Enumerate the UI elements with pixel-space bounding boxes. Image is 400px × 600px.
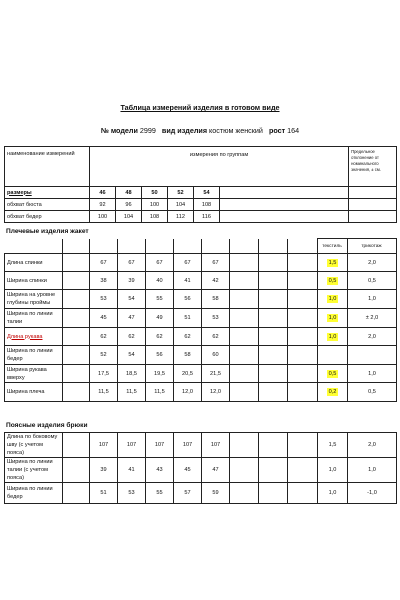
tolerance-knit-cell: ± 2,0: [348, 309, 397, 328]
tolerance-textile-cell: 1,0: [318, 458, 348, 483]
pants-table: [4, 432, 397, 504]
value-cell: 67: [146, 254, 174, 272]
value-cell: 55: [146, 483, 174, 504]
header-name-cell: наименование измерений: [5, 147, 90, 187]
row-label: Ширина по линии бедер: [5, 483, 63, 504]
size-cell: 54: [194, 187, 220, 199]
table-row: [5, 365, 397, 383]
tolerance-knit-cell: 0,5: [348, 272, 397, 290]
tolerance-knit-cell: 1,0: [348, 365, 397, 383]
table-row: [5, 433, 397, 458]
value-cell: 58: [202, 290, 230, 309]
table-row: [5, 290, 397, 309]
value-cell: 54: [118, 290, 146, 309]
value-cell: 104: [168, 199, 194, 211]
value-cell: 47: [202, 458, 230, 483]
page-title: Таблица измерений изделия в готовом виде: [120, 103, 280, 112]
value-cell: 41: [118, 458, 146, 483]
tolerance-knit-cell: [348, 346, 397, 365]
value-cell: 108: [142, 211, 168, 223]
row-label: Ширина рукава вверху: [5, 365, 63, 383]
value-cell: 45: [174, 458, 202, 483]
value-cell: 54: [118, 346, 146, 365]
value-cell: 107: [118, 433, 146, 458]
tolerance-textile-cell: 1,0: [318, 328, 348, 346]
table-row: [5, 328, 397, 346]
pants-heading: Поясные изделия брюки: [6, 422, 88, 429]
value-cell: 51: [90, 483, 118, 504]
tolerance-knit-cell: 1,0: [348, 458, 397, 483]
value-cell: 67: [90, 254, 118, 272]
value-cell: 17,5: [90, 365, 118, 383]
value-cell: 49: [146, 309, 174, 328]
jacket-table: [4, 238, 397, 254]
value-cell: 39: [90, 458, 118, 483]
tolerance-knit-cell: -1,0: [348, 483, 397, 504]
value-cell: 62: [174, 328, 202, 346]
value-cell: 41: [174, 272, 202, 290]
value-cell: 62: [90, 328, 118, 346]
value-cell: 108: [194, 199, 220, 211]
tolerance-textile-cell: 0,5: [318, 272, 348, 290]
value-cell: 92: [90, 199, 116, 211]
value-cell: 20,5: [174, 365, 202, 383]
col-textile-header: текстиль: [317, 239, 347, 254]
table-row: [5, 254, 397, 272]
tolerance-textile-cell: 1,0: [318, 290, 348, 309]
value-cell: 53: [90, 290, 118, 309]
row-label: Ширина плеча: [5, 383, 63, 402]
value-cell: 43: [146, 458, 174, 483]
value-cell: 18,5: [118, 365, 146, 383]
value-cell: 57: [174, 483, 202, 504]
value-cell: 62: [146, 328, 174, 346]
value-cell: 107: [174, 433, 202, 458]
table-row: [5, 272, 397, 290]
value-cell: 53: [118, 483, 146, 504]
value-cell: 67: [174, 254, 202, 272]
table-row: [5, 346, 397, 365]
tolerance-textile-cell: 1,0: [318, 309, 348, 328]
tolerance-textile-cell: 1,5: [318, 433, 348, 458]
sizes-label: размеры: [5, 187, 90, 199]
value-cell: 51: [174, 309, 202, 328]
value-cell: 12,0: [174, 383, 202, 402]
row-label: Ширина спинки: [5, 272, 63, 290]
value-cell: 55: [146, 290, 174, 309]
value-cell: 38: [90, 272, 118, 290]
value-cell: 100: [142, 199, 168, 211]
jacket-body-table: [4, 253, 397, 402]
row-label: Длина по боковому шву (с учетом пояса): [5, 433, 63, 458]
size-cell: 52: [168, 187, 194, 199]
value-cell: 96: [116, 199, 142, 211]
value-cell: 19,5: [146, 365, 174, 383]
value-cell: 58: [174, 346, 202, 365]
value-cell: 53: [202, 309, 230, 328]
tolerance-textile-cell: 1,0: [318, 483, 348, 504]
tolerance-knit-cell: 1,0: [348, 290, 397, 309]
value-cell: 47: [118, 309, 146, 328]
value-cell: 104: [116, 211, 142, 223]
header-groups-cell: измерения по группам: [90, 147, 349, 187]
size-cell: 46: [90, 187, 116, 199]
tolerance-textile-cell: 0,2: [318, 383, 348, 402]
value-cell: 62: [202, 328, 230, 346]
value-cell: 67: [202, 254, 230, 272]
tolerance-knit-cell: 0,5: [348, 383, 397, 402]
value-cell: 56: [174, 290, 202, 309]
row-label: Ширина по линии бедер: [5, 346, 63, 365]
value-cell: 107: [90, 433, 118, 458]
row-label: Ширина по линии талии: [5, 309, 63, 328]
header-tolerance-cell: Предельное отклонение от номинального значения, ± см.: [349, 147, 397, 187]
tolerance-textile-cell: [318, 346, 348, 365]
value-cell: 60: [202, 346, 230, 365]
value-cell: 107: [202, 433, 230, 458]
row-label: Длина рукава: [5, 328, 63, 346]
value-cell: 59: [202, 483, 230, 504]
value-cell: 62: [118, 328, 146, 346]
tolerance-textile-cell: 1,5: [318, 254, 348, 272]
tolerance-knit-cell: 2,0: [348, 433, 397, 458]
tolerance-textile-cell: 0,5: [318, 365, 348, 383]
jacket-heading: Плечевые изделия жакет: [6, 228, 89, 235]
size-groups-table: [4, 146, 397, 223]
value-cell: 107: [146, 433, 174, 458]
size-cell: 48: [116, 187, 142, 199]
tolerance-knit-cell: 2,0: [348, 328, 397, 346]
row-label: обхват бюста: [5, 199, 90, 211]
value-cell: 56: [146, 346, 174, 365]
value-cell: 40: [146, 272, 174, 290]
tolerance-knit-cell: 2,0: [348, 254, 397, 272]
table-row: [5, 458, 397, 483]
value-cell: 45: [90, 309, 118, 328]
value-cell: 11,5: [146, 383, 174, 402]
table-row: [5, 309, 397, 328]
page-subtitle: № модели 2999 вид изделия костюм женский рост 164: [100, 126, 300, 135]
row-label: обхват бедер: [5, 211, 90, 223]
value-cell: 12,0: [202, 383, 230, 402]
value-cell: 67: [118, 254, 146, 272]
value-cell: 39: [118, 272, 146, 290]
row-label: Ширина по линии талии (с учетом пояса): [5, 458, 63, 483]
value-cell: 11,5: [118, 383, 146, 402]
value-cell: 112: [168, 211, 194, 223]
table-row: [5, 483, 397, 504]
value-cell: 116: [194, 211, 220, 223]
value-cell: 42: [202, 272, 230, 290]
value-cell: 21,5: [202, 365, 230, 383]
value-cell: 52: [90, 346, 118, 365]
value-cell: 11,5: [90, 383, 118, 402]
size-cell: 50: [142, 187, 168, 199]
row-label: Ширина на уровне глубины проймы: [5, 290, 63, 309]
col-knit-header: трикотаж: [347, 239, 396, 254]
table-row: [5, 383, 397, 402]
value-cell: 100: [90, 211, 116, 223]
row-label: Длина спинки: [5, 254, 63, 272]
